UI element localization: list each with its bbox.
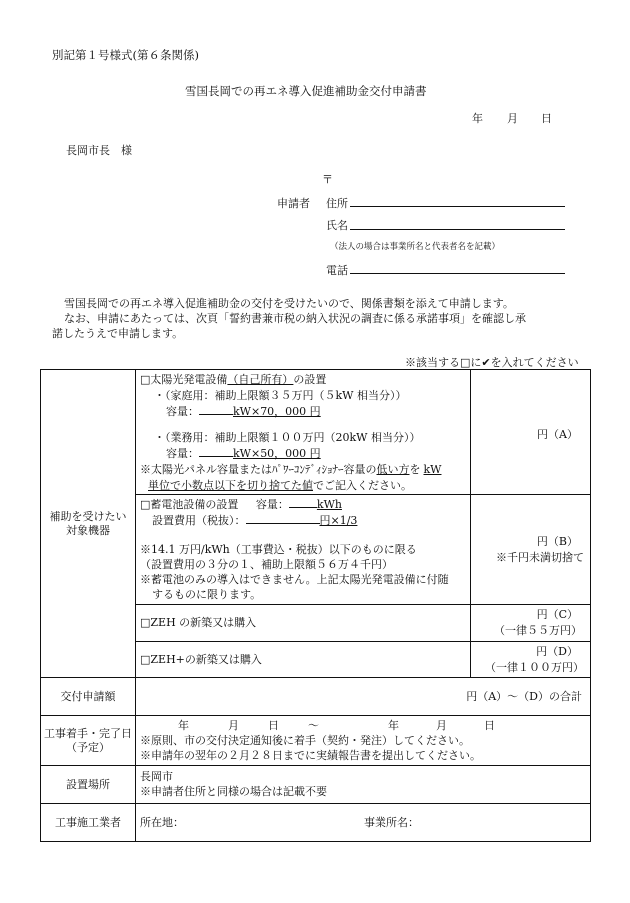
note-1a: ※太陽光パネル容量またはﾊﾟﾜｰｺﾝﾃﾞｨｼｮﾅｰ容量の (140, 463, 377, 476)
solar-business-line: ・（業務用：補助上限額１００万円（20kW 相当分）） (154, 431, 421, 444)
solar-title[interactable] (140, 373, 326, 387)
address-field[interactable] (350, 206, 565, 207)
location-city: 長岡市 (140, 770, 173, 783)
home-capacity-input[interactable] (199, 414, 233, 415)
battery-title-row[interactable] (140, 498, 342, 512)
corporate-note: （法人の場合は事業所名と代表者名を記載） (330, 242, 501, 252)
battery-checkbox-label: □蓄電池設備の設置 (140, 498, 239, 511)
name-field[interactable] (350, 229, 565, 230)
zeh-amount-cell (471, 605, 591, 642)
period-start-month: 月 (228, 719, 239, 732)
form-number: 別記第１号様式(第６条関係) (52, 48, 199, 62)
addressee: 長岡市長 様 (66, 144, 132, 157)
battery-cost-formula: 円×1/3 (319, 514, 358, 527)
battery-capacity-unit: kWh (316, 498, 342, 511)
zeh-plus-amount-cell (471, 642, 591, 678)
page-title: 雪国長岡での再エネ導入促進補助金交付申請書 (185, 84, 427, 98)
home-capacity-label: 容量： (166, 405, 199, 418)
zeh-amount: 円（C） (536, 608, 578, 621)
battery-capacity-input[interactable] (289, 507, 317, 508)
solar-home-line: ・（家庭用：補助上限額３５万円（５kW 相当分）） (154, 389, 407, 402)
contractor-office-label: 事業所名： (364, 816, 419, 829)
period-label-line-2: （予定） (66, 740, 110, 754)
battery-capacity-label: 容量： (255, 498, 289, 511)
period-start-year: 年 (178, 719, 189, 732)
note-1b: 低い方 (376, 463, 410, 476)
date-month: 月 (507, 112, 518, 125)
note-2a: 単位で小数点以下を切り捨てた値 (148, 479, 313, 492)
solar-home-capacity (166, 405, 321, 419)
zeh-plus-section[interactable] (136, 642, 471, 678)
intro-line-3: 諾したうえで申請します。 (52, 327, 184, 340)
home-formula: kW×70，000 円 (233, 405, 321, 418)
note-1c: を (409, 463, 421, 476)
note-1d: kW (423, 463, 442, 476)
battery-rounding: ※千円未満切捨て (496, 551, 584, 564)
battery-note-3: ※蓄電池のみの導入はできません。上記太陽光発電設備に付随 (140, 573, 449, 586)
battery-note-4: するものに限ります。 (152, 588, 262, 601)
location-note: ※申請者住所と同様の場合は記載不要 (140, 785, 327, 798)
solar-note-line-1 (140, 463, 441, 477)
grant-value-cell[interactable] (136, 678, 591, 716)
zeh-plus-checkbox-label: □ZEH+の新築又は購入 (140, 653, 262, 666)
check-note: ※該当する□に✔を入れてください (405, 356, 579, 369)
battery-note-1: ※14.1 万円/kWh（工事費込・税抜）以下のものに限る (140, 543, 417, 556)
zeh-fixed: （一律５５万円） (494, 624, 582, 637)
target-label-line-2: 対象機器 (66, 523, 110, 537)
period-end-year: 年 (388, 719, 399, 732)
business-capacity-label: 容量： (166, 447, 199, 460)
date-day: 日 (541, 112, 552, 125)
location-label: 設置場所 (41, 766, 136, 804)
grant-value: 円（A）～（D）の合計 (466, 690, 582, 703)
solar-business-capacity (166, 447, 321, 461)
period-cell[interactable] (136, 716, 591, 766)
zeh-plus-fixed: （一律１００万円） (485, 661, 584, 674)
period-note-2: ※申請年の翌年の２月２８日までに実績報告書を提出してください。 (140, 749, 481, 762)
battery-section (136, 495, 471, 605)
application-table (40, 369, 591, 842)
battery-note-2: （設置費用の３分の１、補助上限額５６万４千円） (140, 558, 393, 571)
intro-line-2: なお、申請にあたっては、次頁「誓約書兼市税の納入状況の調査に係る承諾事項」を確認し承 (64, 312, 526, 325)
date-year: 年 (472, 112, 483, 125)
period-note-1: ※原則、市の交付決定通知後に着手（契約・発注）してください。 (140, 734, 470, 747)
phone-field[interactable] (350, 273, 565, 274)
period-end-day: 日 (484, 719, 495, 732)
grant-label: 交付申請額 (41, 678, 136, 716)
solar-title-suffix: の設置 (293, 373, 327, 386)
address-label: 住所 (326, 197, 348, 210)
target-equipment-label (41, 370, 136, 678)
target-label-line-1: 補助を受けたい (49, 509, 127, 523)
business-formula: kW×50，000 円 (233, 447, 321, 460)
battery-amount-cell[interactable] (471, 495, 591, 605)
phone-label: 電話 (326, 264, 348, 277)
battery-cost-label: 設置費用（税抜）： (152, 514, 246, 527)
applicant-label: 申請者 (277, 197, 310, 210)
battery-amount: 円（B） (536, 535, 578, 548)
solar-amount: 円（A） (537, 428, 578, 441)
location-cell[interactable] (136, 766, 591, 804)
contractor-cell[interactable] (136, 804, 591, 842)
period-end-month: 月 (436, 719, 447, 732)
zeh-plus-amount: 円（D） (536, 645, 578, 658)
solar-checkbox-label: □太陽光発電設備 (140, 373, 228, 386)
solar-note-line-2 (148, 479, 412, 493)
solar-section (136, 370, 471, 495)
battery-cost-row (152, 514, 357, 528)
contractor-address-label: 所在地： (140, 816, 184, 829)
zeh-section[interactable] (136, 605, 471, 642)
period-label (41, 716, 136, 766)
contractor-label: 工事施工業者 (41, 804, 136, 842)
name-label: 氏名 (326, 219, 348, 232)
solar-amount-cell[interactable] (471, 370, 591, 495)
period-label-line-1: 工事着手・完了日 (44, 726, 132, 740)
battery-cost-input[interactable] (246, 523, 320, 524)
period-tilde: ～ (308, 719, 319, 732)
solar-ownership: （自己所有） (227, 373, 294, 386)
period-start-day: 日 (268, 719, 279, 732)
business-capacity-input[interactable] (199, 456, 233, 457)
note-2b: でご記入ください。 (313, 479, 412, 492)
postal-mark: 〒 (322, 173, 333, 186)
intro-line-1: 雪国長岡での再エネ導入促進補助金の交付を受けたいので、関係書類を添えて申請します。 (64, 297, 514, 310)
zeh-checkbox-label: □ZEH の新築又は購入 (140, 616, 257, 629)
